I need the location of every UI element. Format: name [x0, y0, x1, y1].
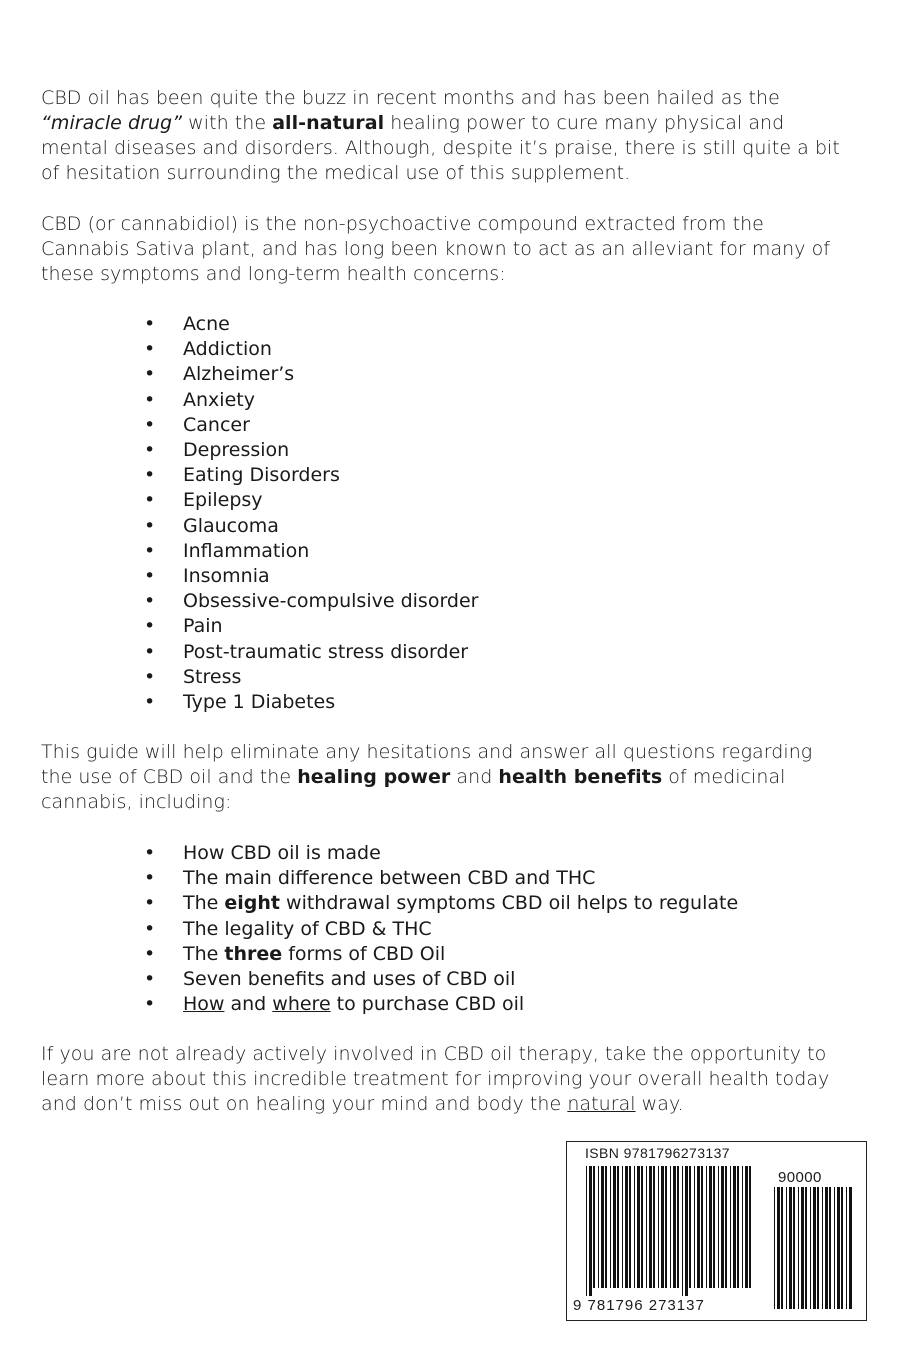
intro-text-2: with the [182, 112, 273, 134]
barcode-bar [625, 1166, 628, 1288]
list-item [0, 967, 738, 992]
barcode-bar [837, 1187, 840, 1309]
cbd-definition-paragraph: CBD (or cannabidiol) is the non-psychoactive compound extracted from the Cannabis Sativa plant, and has long been known to act as an alleviant for many of these symptoms and long-term health concerns: [41, 213, 831, 285]
list-item [0, 463, 478, 488]
barcode-bar [598, 1166, 599, 1288]
barcode-bar [634, 1166, 635, 1288]
list-item [0, 388, 478, 413]
topic-bold: three [224, 942, 283, 965]
guide-text-3: of medicinal cannabis, including: [41, 766, 786, 813]
barcode-bar [713, 1166, 715, 1288]
barcode-bar [749, 1166, 751, 1288]
topic-text: How CBD oil is made [183, 842, 381, 864]
list-item [0, 312, 478, 337]
guide-bold-healing: healing power [297, 766, 451, 788]
barcode-bar [694, 1166, 695, 1288]
list-item [0, 337, 478, 362]
barcode-bar [829, 1187, 831, 1309]
barcode-bar [798, 1187, 799, 1309]
barcode-bar [733, 1166, 736, 1288]
closing-underline-natural: natural [567, 1093, 636, 1115]
condition-text: Alzheimer’s [183, 363, 295, 386]
barcode-bar [646, 1166, 647, 1288]
barcode-bar [813, 1187, 816, 1309]
condition-text: Addiction [183, 338, 272, 361]
topic-text: The [183, 892, 225, 915]
guide-text-1: This guide will help eliminate any hesitations and answer all questions regarding the use of CBD oil and the [41, 741, 813, 788]
topic-text: and [224, 993, 273, 1016]
barcode-bar [834, 1187, 835, 1309]
intro-text-1: CBD oil has been quite the buzz in recent months and has been hailed as the [41, 87, 780, 109]
condition-text: Glaucoma [183, 514, 279, 537]
isbn-barcode-box [566, 1141, 867, 1321]
barcode-bar [605, 1166, 607, 1288]
barcode-bar [629, 1166, 631, 1288]
barcode-bar [810, 1187, 811, 1309]
ean-digits: 9 781796 273137 [573, 1297, 705, 1314]
barcode-bar [718, 1166, 719, 1288]
topic-text: The [183, 942, 225, 965]
closing-text-1: If you are not already actively involved in CBD oil therapy, take the opportunity to learn more about this incredible treatment for improving your overall health today and don’t miss out on healing your mind and body the [41, 1043, 830, 1115]
intro-italic-phrase: “miracle drug” [41, 112, 183, 134]
barcode-bar [742, 1166, 743, 1288]
barcode-bar [730, 1166, 731, 1288]
condition-text: Epilepsy [183, 489, 263, 512]
barcode-bar [689, 1166, 691, 1288]
condition-text: Pain [183, 615, 223, 638]
barcode-bar [701, 1166, 703, 1288]
barcode-bar [617, 1166, 619, 1288]
list-item [0, 539, 478, 564]
barcode-bar [817, 1187, 819, 1309]
list-item [0, 841, 738, 866]
list-item [0, 690, 478, 715]
list-item [0, 362, 478, 387]
list-item [0, 589, 478, 614]
isbn-label: ISBN 9781796273137 [585, 1145, 730, 1161]
barcode-bar [841, 1187, 843, 1309]
barcode-bar [789, 1187, 792, 1309]
list-item [0, 640, 478, 665]
topic-text: The main difference between CBD and THC [183, 867, 596, 890]
list-item [0, 614, 478, 639]
barcode-bar [685, 1166, 688, 1296]
barcode-bar [658, 1166, 659, 1288]
condition-text: Insomnia [183, 565, 270, 588]
barcode-bar [665, 1166, 667, 1288]
barcode-bar [725, 1166, 727, 1288]
barcode-bar [801, 1187, 804, 1309]
topic-underline: How [183, 993, 225, 1016]
closing-text-2: way. [635, 1093, 684, 1115]
condition-text: Acne [183, 313, 230, 335]
list-item [0, 942, 738, 967]
list-item [0, 438, 478, 463]
list-item [0, 564, 478, 589]
intro-text-3: healing power to cure many physical and mental diseases and disorders. Although, despite it’s praise, there is still quite a bit of hesitation surrounding the medical use of this supplement. [41, 112, 840, 184]
topics-list [0, 841, 738, 1017]
barcode-bar [637, 1166, 640, 1288]
condition-text: Eating Disorders [183, 464, 340, 487]
list-item [0, 992, 738, 1017]
barcode-bar [781, 1187, 783, 1309]
barcode-bar [653, 1166, 655, 1288]
barcode-bar [661, 1166, 664, 1288]
condition-text: Depression [183, 439, 290, 462]
barcode-bar [777, 1187, 780, 1309]
barcode-bar [774, 1187, 775, 1309]
list-item [0, 866, 738, 891]
list-item [0, 488, 478, 513]
condition-text: Post-traumatic stress disorder [183, 640, 469, 663]
list-item [0, 514, 478, 539]
barcode-bar [610, 1166, 611, 1288]
barcode-bar [589, 1166, 592, 1296]
conditions-list [0, 312, 478, 715]
guide-text-2: and [450, 766, 499, 788]
guide-paragraph [41, 740, 841, 815]
barcode-bar [601, 1166, 604, 1288]
barcode-bar [849, 1187, 852, 1309]
barcode-bar [721, 1166, 724, 1288]
topic-text: The legality of CBD & THC [183, 917, 432, 940]
barcode-bar [846, 1187, 847, 1309]
list-item [0, 891, 738, 916]
barcode-bar [641, 1166, 643, 1288]
topic-text: withdrawal symptoms CBD oil helps to regulate [280, 892, 739, 915]
condition-text: Obsessive-compulsive disorder [183, 590, 479, 613]
list-item [0, 665, 478, 690]
intro-paragraph [41, 86, 841, 186]
topic-text: to purchase CBD oil [330, 993, 525, 1016]
barcode-bar [682, 1166, 683, 1296]
list-item [0, 413, 478, 438]
condition-text: Anxiety [183, 388, 255, 411]
barcode-bar [805, 1187, 807, 1309]
barcode-bar [593, 1166, 595, 1288]
condition-text: Stress [183, 665, 242, 688]
barcode-bar [673, 1166, 676, 1288]
closing-paragraph [41, 1042, 841, 1117]
barcode-bar [793, 1187, 795, 1309]
barcode-bar [670, 1166, 671, 1288]
topic-text: Seven benefits and uses of CBD oil [183, 968, 516, 991]
barcode-main-bars [585, 1166, 755, 1296]
barcode-bar [786, 1187, 787, 1309]
barcode-bar [649, 1166, 652, 1288]
condition-text: Type 1 Diabetes [183, 691, 336, 714]
price-code: 90000 [778, 1169, 822, 1186]
condition-text: Inflammation [183, 539, 310, 562]
barcode-bar [745, 1166, 748, 1288]
barcode-bar [825, 1187, 828, 1309]
guide-bold-benefits: health benefits [498, 766, 663, 788]
barcode-bar [677, 1166, 679, 1288]
list-item [0, 917, 738, 942]
barcode-bar [697, 1166, 700, 1288]
barcode-bar [622, 1166, 623, 1288]
topic-text: forms of CBD Oil [282, 942, 446, 965]
topic-underline: where [272, 993, 331, 1016]
intro-bold-phrase: all-natural [272, 112, 385, 134]
topic-bold: eight [224, 892, 280, 915]
barcode-bar [737, 1166, 739, 1288]
barcode-bar [706, 1166, 707, 1288]
barcode-bar [822, 1187, 823, 1309]
barcode-addon-bars [773, 1187, 853, 1317]
barcode-bar [709, 1166, 712, 1288]
barcode-bar [613, 1166, 616, 1288]
barcode-bar [586, 1166, 587, 1296]
condition-text: Cancer [183, 413, 250, 436]
